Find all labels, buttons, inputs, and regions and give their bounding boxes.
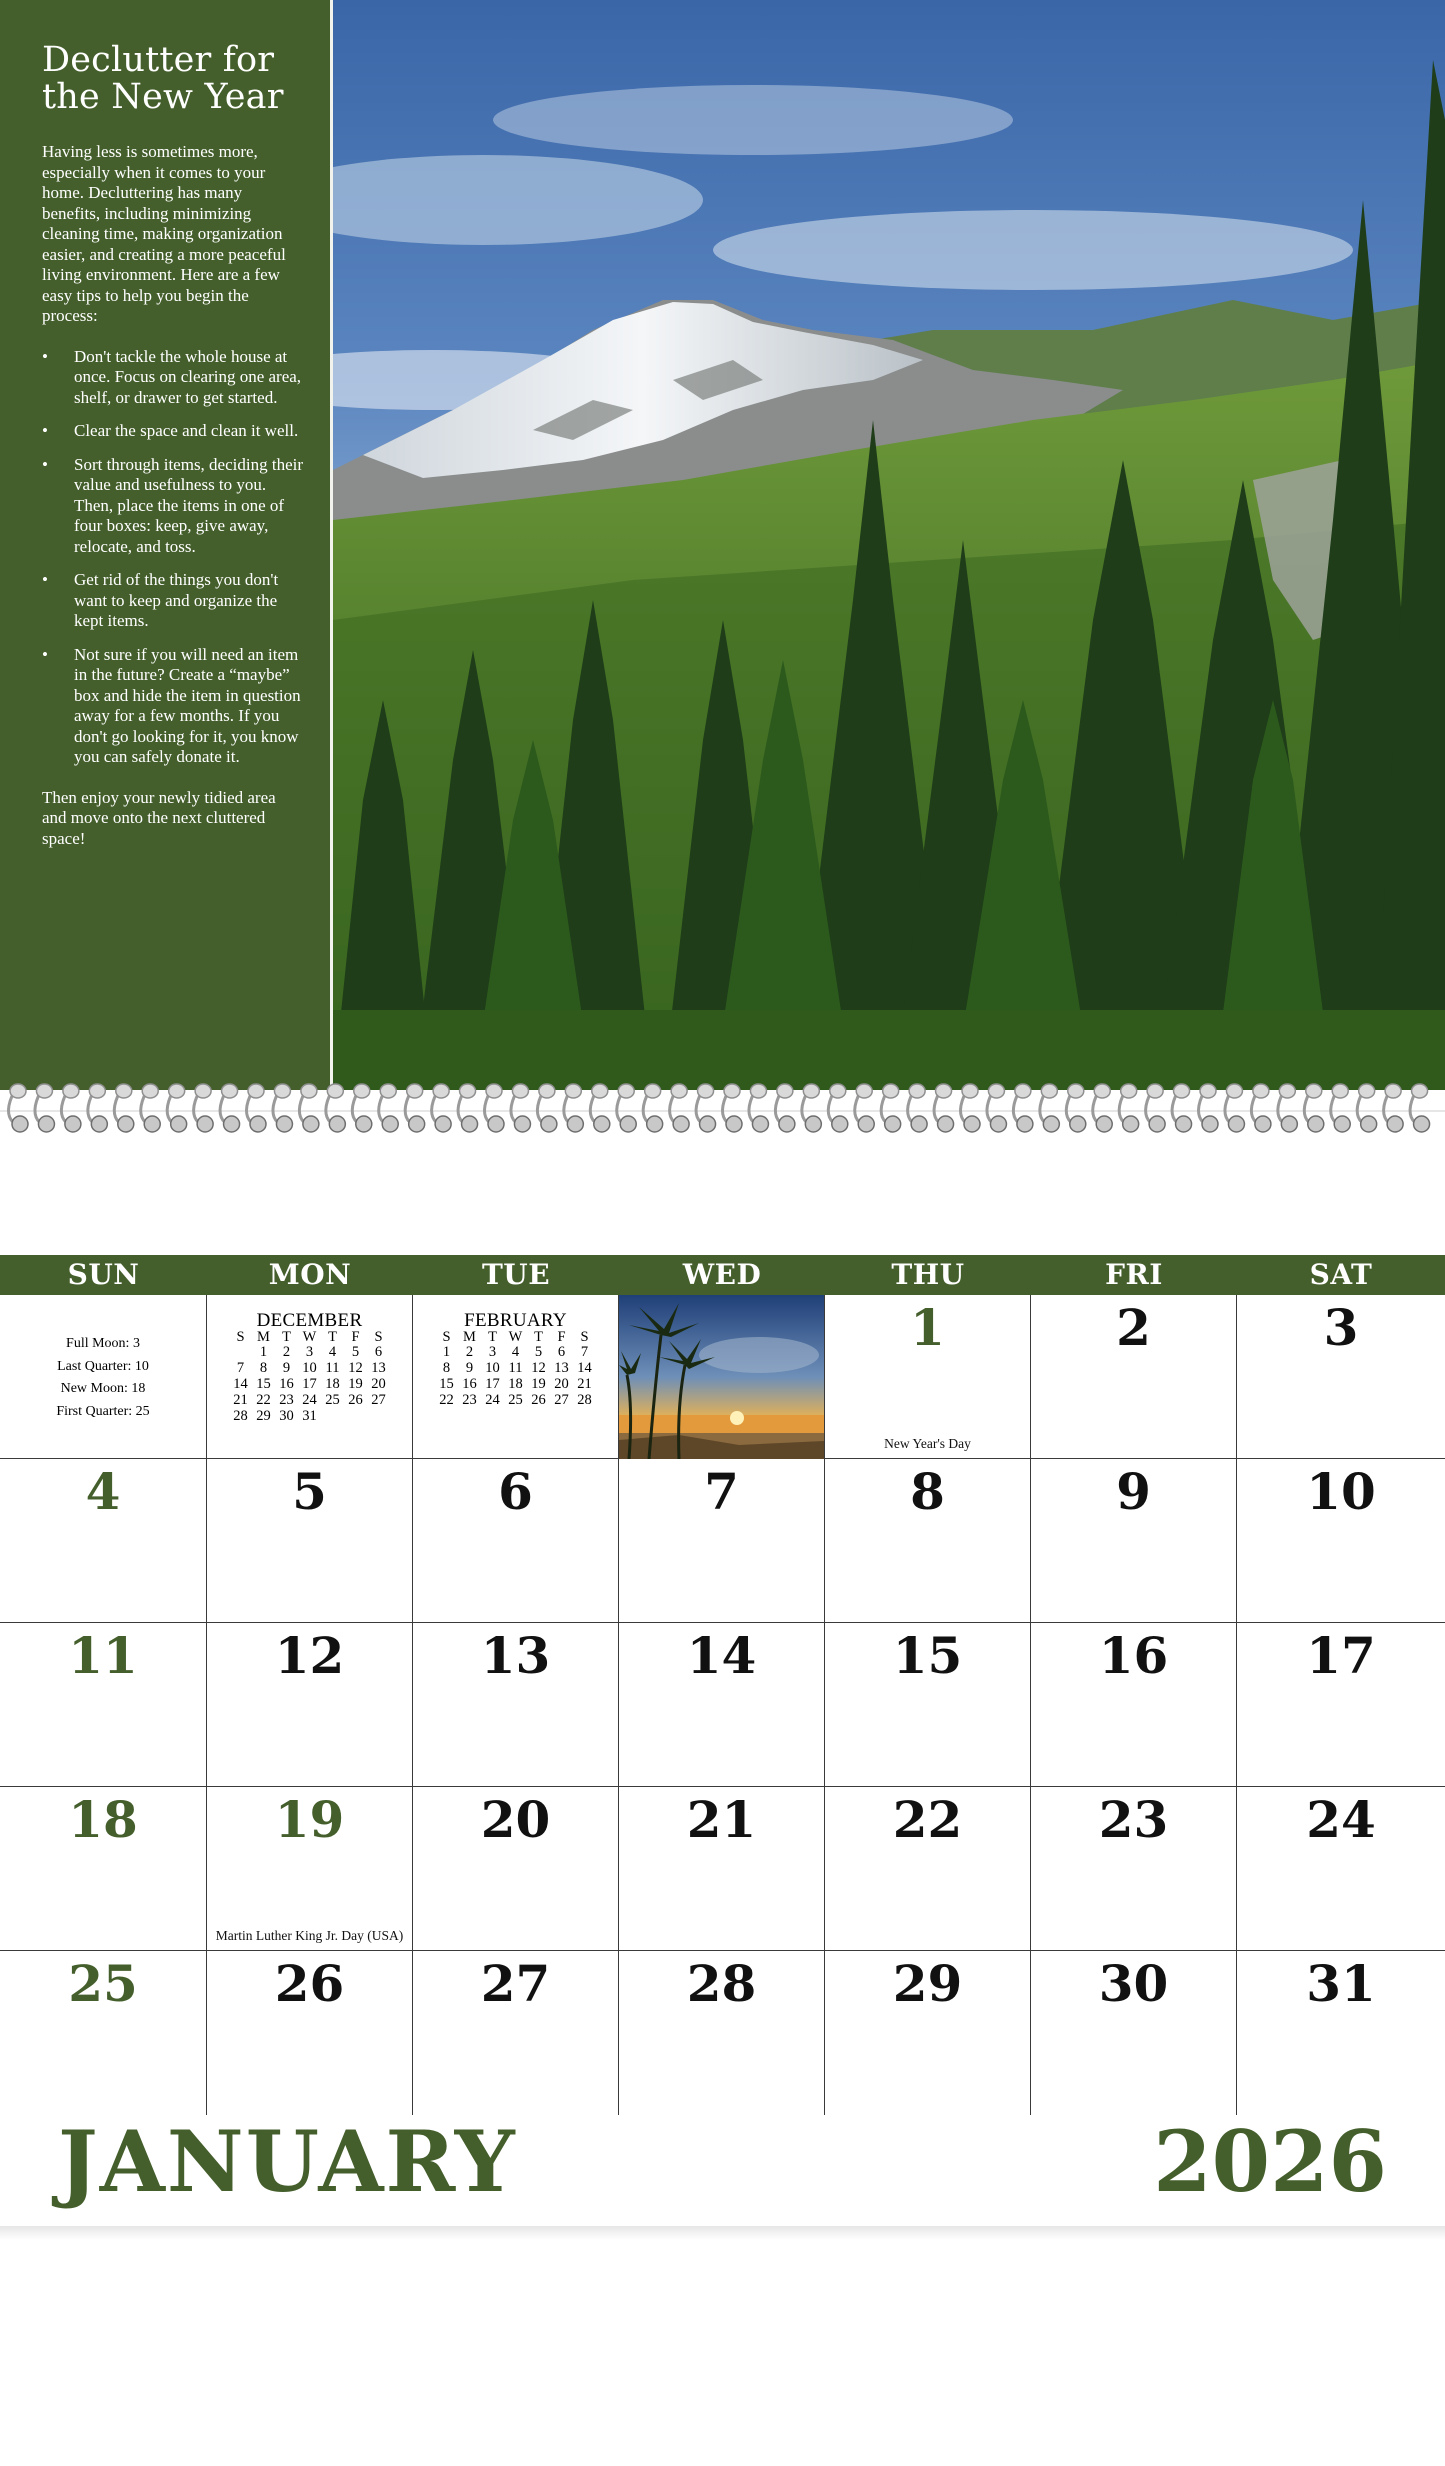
- mini-calendar-day: 21: [577, 1376, 592, 1392]
- day-number: 25: [68, 1954, 138, 2013]
- day-cell[interactable]: [0, 1459, 207, 1623]
- mini-calendar-table: [229, 1330, 390, 1424]
- mini-calendar-day: 2: [282, 1344, 291, 1360]
- mini-calendar-title: FEBRUARY: [464, 1310, 567, 1331]
- day-number: 12: [274, 1626, 345, 1685]
- day-number: 7: [704, 1462, 739, 1521]
- binding-ring: [194, 1084, 213, 1132]
- mini-calendar-title: DECEMBER: [256, 1310, 363, 1331]
- week-row: [0, 1459, 1445, 1623]
- mini-calendar-day: 4: [511, 1344, 520, 1360]
- binding-ring: [1119, 1084, 1138, 1132]
- binding-ring: [696, 1084, 715, 1132]
- day-number: 6: [498, 1462, 533, 1521]
- day-cell[interactable]: [825, 1459, 1031, 1623]
- mini-calendar-table: [435, 1330, 596, 1408]
- binding-ring: [1331, 1084, 1350, 1132]
- mini-calendar-day: 19: [348, 1376, 363, 1392]
- mini-calendar-week: [229, 1376, 390, 1392]
- mini-calendar-day: 15: [256, 1376, 271, 1392]
- tip-item: • Don't tackle the whole house at once. Focus on clearing one area, shelf, or drawer to get started.: [42, 346, 302, 407]
- weekday-mon: MON: [268, 1258, 352, 1291]
- mini-calendar-day: 16: [279, 1376, 294, 1392]
- mini-calendar-day: 17: [302, 1376, 317, 1392]
- mini-calendar-day: 8: [442, 1360, 451, 1376]
- binding-ring: [564, 1084, 583, 1132]
- mini-calendar-day: 24: [302, 1392, 317, 1408]
- day-cell[interactable]: [1031, 1459, 1237, 1623]
- day-cell[interactable]: [413, 1951, 619, 2115]
- binding-ring: [35, 1084, 54, 1132]
- binding-ring: [1278, 1084, 1297, 1132]
- binding-ring: [1066, 1084, 1085, 1132]
- tip-item: • Get rid of the things you don't want to keep and organize the kept items.: [42, 570, 279, 630]
- binding-ring: [723, 1084, 742, 1132]
- mini-calendar-day: 22: [256, 1392, 271, 1408]
- day-number: 21: [686, 1790, 757, 1849]
- mini-calendar-day: 14: [577, 1360, 592, 1376]
- binding-ring: [1199, 1084, 1218, 1132]
- mini-calendar-week: [435, 1360, 596, 1376]
- mini-calendar-day: 8: [259, 1360, 268, 1376]
- moon-phase: Last Quarter: 10: [57, 1358, 149, 1374]
- day-number: 2: [1116, 1298, 1151, 1357]
- day-cell[interactable]: [413, 1459, 619, 1623]
- mini-calendar-day: 28: [233, 1408, 248, 1424]
- article-sidebar: [0, 0, 330, 1090]
- binding-ring: [458, 1084, 477, 1132]
- mini-calendar-day: 31: [302, 1408, 317, 1424]
- day-cell[interactable]: [1237, 1295, 1445, 1459]
- day-number: 8: [910, 1462, 945, 1521]
- top-page: [0, 0, 1445, 1090]
- day-number: 26: [274, 1954, 345, 2013]
- mini-calendar-header-row: [435, 1330, 596, 1344]
- calendar-grid: [0, 1255, 1445, 2115]
- binding-ring: [88, 1084, 107, 1132]
- mini-calendar-day: 23: [279, 1392, 294, 1408]
- binding-ring: [670, 1084, 689, 1132]
- day-number: 4: [85, 1462, 121, 1521]
- binding-ring: [273, 1084, 292, 1132]
- mini-calendar-day: 24: [485, 1392, 500, 1408]
- binding-ring: [1146, 1084, 1165, 1132]
- day-cell[interactable]: [207, 1787, 413, 1951]
- mini-calendar-day: 25: [508, 1392, 523, 1408]
- mini-calendar-day: 21: [233, 1392, 248, 1408]
- binding-ring: [379, 1084, 398, 1132]
- tip-item: • Not sure if you will need an item in the future? Create a “maybe” box and hide the item in question away for a few months. If you don't go looking for it, you know you can safely donate it.: [42, 644, 301, 766]
- binding-ring: [1384, 1084, 1403, 1132]
- day-number: 5: [292, 1462, 327, 1521]
- mini-calendar-week: [229, 1392, 390, 1408]
- mini-calendar-day: 22: [439, 1392, 454, 1408]
- day-number: 28: [686, 1954, 757, 2013]
- binding-ring: [617, 1084, 636, 1132]
- day-cell[interactable]: [825, 1951, 1031, 2115]
- mini-calendar-day: 17: [485, 1376, 500, 1392]
- day-cell[interactable]: [1031, 1951, 1237, 2115]
- bullet-icon: •: [42, 644, 48, 664]
- month-footer: [0, 2112, 1445, 2232]
- binding-ring: [1410, 1084, 1429, 1132]
- day-number: 31: [1306, 1954, 1376, 2013]
- mini-calendar-week: [435, 1392, 596, 1408]
- mini-calendar-day: [229, 1344, 252, 1360]
- moon-phase: First Quarter: 25: [56, 1403, 150, 1419]
- beach-sunset-photo: [619, 1295, 825, 1459]
- day-cell[interactable]: [413, 1623, 619, 1787]
- mini-calendar-day: 30: [279, 1408, 294, 1424]
- day-number: 10: [1306, 1462, 1376, 1521]
- mini-calendar-week: [435, 1376, 596, 1392]
- day-cell[interactable]: [619, 1787, 825, 1951]
- moon-phase: Full Moon: 3: [66, 1336, 140, 1351]
- day-cell[interactable]: [825, 1623, 1031, 1787]
- mini-calendar-day: 6: [557, 1344, 566, 1360]
- day-cell[interactable]: [0, 1951, 207, 2115]
- day-cell[interactable]: [825, 1787, 1031, 1951]
- day-number: 1: [910, 1298, 945, 1357]
- mini-calendar-day: [344, 1408, 367, 1424]
- mini-calendar-day: 7: [580, 1344, 589, 1360]
- mountain-forest-photo: [333, 0, 1445, 1090]
- binding-ring: [299, 1084, 318, 1132]
- day-number: 22: [892, 1790, 963, 1849]
- binding-ring: [432, 1084, 451, 1132]
- mini-calendar-day: 13: [554, 1360, 569, 1376]
- binding-ring: [352, 1084, 371, 1132]
- article-title: Declutter for the New Year: [42, 40, 284, 117]
- mini-calendar-day: 26: [531, 1392, 546, 1408]
- mini-calendar-day: 11: [325, 1360, 340, 1376]
- weekday-fri: FRI: [1105, 1258, 1163, 1291]
- mini-calendar-december: [207, 1295, 413, 1459]
- mini-calendar-week: [229, 1360, 390, 1376]
- day-cell[interactable]: [1237, 1951, 1445, 2115]
- mini-calendar-day: 12: [348, 1360, 363, 1376]
- weekday-sat: SAT: [1309, 1258, 1373, 1291]
- article-outro: Then enjoy your newly tidied area and move onto the next cluttered space!: [42, 787, 276, 848]
- weekday-tue: TUE: [481, 1258, 551, 1291]
- binding-ring: [855, 1084, 874, 1132]
- binding-ring: [1040, 1084, 1059, 1132]
- mini-calendar-weekday: F: [557, 1329, 566, 1345]
- mini-calendar-day: 1: [259, 1344, 268, 1360]
- day-cell[interactable]: [207, 1623, 413, 1787]
- mini-calendar-weekday: S: [580, 1329, 589, 1345]
- mini-calendar-day: 18: [325, 1376, 340, 1392]
- mini-calendar-day: 4: [328, 1344, 337, 1360]
- mini-calendar-day: 1: [442, 1344, 451, 1360]
- mini-calendar-day: 13: [371, 1360, 386, 1376]
- mini-calendar-day: 16: [462, 1376, 477, 1392]
- holiday-label: New Year's Day: [884, 1436, 971, 1451]
- day-cell[interactable]: [207, 1459, 413, 1623]
- spiral-binding: [0, 1080, 1445, 1150]
- day-cell[interactable]: [0, 1787, 207, 1951]
- day-number: 11: [68, 1626, 138, 1685]
- mini-calendar-february: [413, 1295, 619, 1459]
- week-row: [0, 1787, 1445, 1951]
- day-number: 19: [274, 1790, 345, 1849]
- mini-calendar-day: 28: [577, 1392, 592, 1408]
- mini-calendar-day: 11: [508, 1360, 523, 1376]
- binding-ring: [114, 1084, 133, 1132]
- weekday-header: [0, 1255, 1445, 1295]
- binding-ring: [961, 1084, 980, 1132]
- mini-calendar-day: 15: [439, 1376, 454, 1392]
- week-row: [0, 1951, 1445, 2115]
- day-cell[interactable]: [1031, 1623, 1237, 1787]
- mini-calendar-header-row: [229, 1330, 390, 1344]
- mini-calendar-weekday: W: [302, 1329, 317, 1345]
- moon-phases-cell: [0, 1295, 207, 1459]
- bullet-icon: •: [42, 570, 48, 589]
- mini-calendar-day: 18: [508, 1376, 523, 1392]
- mini-calendar-day: 10: [485, 1360, 500, 1376]
- binding-ring: [934, 1084, 953, 1132]
- day-number: 27: [480, 1954, 551, 2013]
- week-row: [0, 1295, 1445, 1459]
- bullet-icon: •: [42, 421, 48, 440]
- binding-ring: [511, 1084, 530, 1132]
- mini-calendar-weekday: T: [282, 1329, 291, 1345]
- binding-ring: [802, 1084, 821, 1132]
- mini-calendar-weekday: S: [236, 1329, 245, 1345]
- binding-ring: [326, 1084, 345, 1132]
- mini-calendar-day: 27: [371, 1392, 386, 1408]
- day-cell[interactable]: [1031, 1787, 1237, 1951]
- binding-ring: [9, 1084, 28, 1132]
- mini-calendar-day: 9: [465, 1360, 474, 1376]
- mini-calendar-weekday: S: [374, 1329, 383, 1345]
- weekday-wed: WED: [682, 1258, 762, 1291]
- mini-calendar-day: 20: [371, 1376, 386, 1392]
- binding-ring: [220, 1084, 239, 1132]
- day-number: 29: [892, 1954, 963, 2013]
- mini-calendar-weekday: S: [442, 1329, 451, 1345]
- bullet-icon: •: [42, 346, 48, 366]
- binding-ring: [908, 1084, 927, 1132]
- page-edge-shadow: [0, 2226, 1445, 2240]
- mini-calendar-day: 2: [465, 1344, 474, 1360]
- mini-calendar-day: 3: [488, 1344, 497, 1360]
- mini-calendar-day: [367, 1408, 390, 1424]
- binding-ring: [775, 1084, 794, 1132]
- month-name: JANUARY: [58, 2112, 517, 2211]
- day-number: 30: [1098, 1954, 1169, 2013]
- binding-ring: [1013, 1084, 1032, 1132]
- mini-calendar-weekday: T: [328, 1329, 337, 1345]
- mini-calendar-day: 27: [554, 1392, 569, 1408]
- mini-calendar-weekday: T: [488, 1329, 497, 1345]
- day-number: 14: [686, 1626, 757, 1685]
- day-number: 24: [1306, 1790, 1376, 1849]
- binding-ring: [1172, 1084, 1191, 1132]
- binding-ring: [828, 1084, 847, 1132]
- day-number: 15: [892, 1626, 963, 1685]
- binding-ring: [61, 1084, 80, 1132]
- day-cell[interactable]: [0, 1623, 207, 1787]
- bullet-icon: •: [42, 454, 48, 474]
- day-number: 9: [1116, 1462, 1151, 1521]
- binding-ring: [1304, 1084, 1323, 1132]
- article-intro: Having less is sometimes more, especially when it comes to your home. Decluttering has many benefits, including minimizing cleaning time, making organization easier, and creating a more peaceful living environment. Here are a few easy tips to help you begin the process:: [42, 142, 286, 325]
- binding-ring: [1357, 1084, 1376, 1132]
- mini-calendar-day: 19: [531, 1376, 546, 1392]
- day-cell[interactable]: [825, 1295, 1031, 1459]
- binding-ring: [405, 1084, 424, 1132]
- week-row: [0, 1623, 1445, 1787]
- weekday-thu: THU: [891, 1258, 965, 1291]
- day-cell[interactable]: [207, 1951, 413, 2115]
- binding-ring: [643, 1084, 662, 1132]
- binding-ring: [1225, 1084, 1244, 1132]
- day-cell[interactable]: [1237, 1787, 1445, 1951]
- mini-calendar-day: 25: [325, 1392, 340, 1408]
- mini-calendar-day: 5: [534, 1344, 543, 1360]
- mini-calendar-day: 7: [236, 1360, 245, 1376]
- mini-calendar-day: 29: [256, 1408, 271, 1424]
- day-cell[interactable]: [1237, 1623, 1445, 1787]
- binding-ring: [485, 1084, 504, 1132]
- mini-calendar-day: 26: [348, 1392, 363, 1408]
- mini-calendar-weekday: M: [257, 1329, 270, 1345]
- binding-ring: [881, 1084, 900, 1132]
- binding-ring: [749, 1084, 768, 1132]
- moon-phase: New Moon: 18: [60, 1381, 146, 1396]
- holiday-label: Martin Luther King Jr. Day (USA): [215, 1928, 404, 1943]
- mini-calendar-weekday: F: [351, 1329, 360, 1345]
- binding-ring: [141, 1084, 160, 1132]
- binding-ring: [987, 1084, 1006, 1132]
- binding-ring: [167, 1084, 186, 1132]
- mini-calendar-day: 5: [351, 1344, 360, 1360]
- mini-calendar-week: [229, 1344, 390, 1360]
- binding-ring: [590, 1084, 609, 1132]
- mini-calendar-day: [321, 1408, 344, 1424]
- mini-calendar-week: [229, 1408, 390, 1424]
- tip-item: • Sort through items, deciding their value and usefulness to you. Then, place the items in one of four boxes: keep, give away, relocate, and toss.: [42, 454, 303, 556]
- day-grid: [0, 1295, 1445, 2115]
- tip-item: • Clear the space and clean it well.: [42, 421, 299, 440]
- day-number: 17: [1306, 1626, 1376, 1685]
- day-cell[interactable]: [619, 1459, 825, 1623]
- mini-calendar-weekday: T: [534, 1329, 543, 1345]
- day-number: 16: [1098, 1626, 1169, 1685]
- mini-calendar-day: 6: [374, 1344, 383, 1360]
- mini-calendar-day: 20: [554, 1376, 569, 1392]
- day-cell[interactable]: [619, 1951, 825, 2115]
- mini-calendar-weekday: W: [508, 1329, 523, 1345]
- day-number: 20: [480, 1790, 551, 1849]
- mini-calendar-week: [435, 1344, 596, 1360]
- binding-ring: [247, 1084, 266, 1132]
- day-cell[interactable]: [1237, 1459, 1445, 1623]
- tips-list: [42, 347, 304, 768]
- binding-ring: [537, 1084, 556, 1132]
- binding-ring: [1093, 1084, 1112, 1132]
- mini-calendar-day: 23: [462, 1392, 477, 1408]
- day-number: 3: [1323, 1298, 1359, 1357]
- day-number: 23: [1098, 1790, 1169, 1849]
- binding-ring: [1251, 1084, 1270, 1132]
- mini-calendar-day: 14: [233, 1376, 248, 1392]
- mini-calendar-weekday: M: [463, 1329, 476, 1345]
- mini-calendar-day: 10: [302, 1360, 317, 1376]
- day-number: 18: [68, 1790, 138, 1849]
- weekday-sun: SUN: [67, 1258, 140, 1291]
- day-cell[interactable]: [413, 1787, 619, 1951]
- day-number: 13: [480, 1626, 551, 1685]
- year-label: 2026: [1153, 2112, 1387, 2211]
- day-cell[interactable]: [619, 1623, 825, 1787]
- mini-calendar-day: 3: [305, 1344, 314, 1360]
- day-cell[interactable]: [1031, 1295, 1237, 1459]
- mini-calendar-day: 9: [282, 1360, 291, 1376]
- mini-calendar-day: 12: [531, 1360, 546, 1376]
